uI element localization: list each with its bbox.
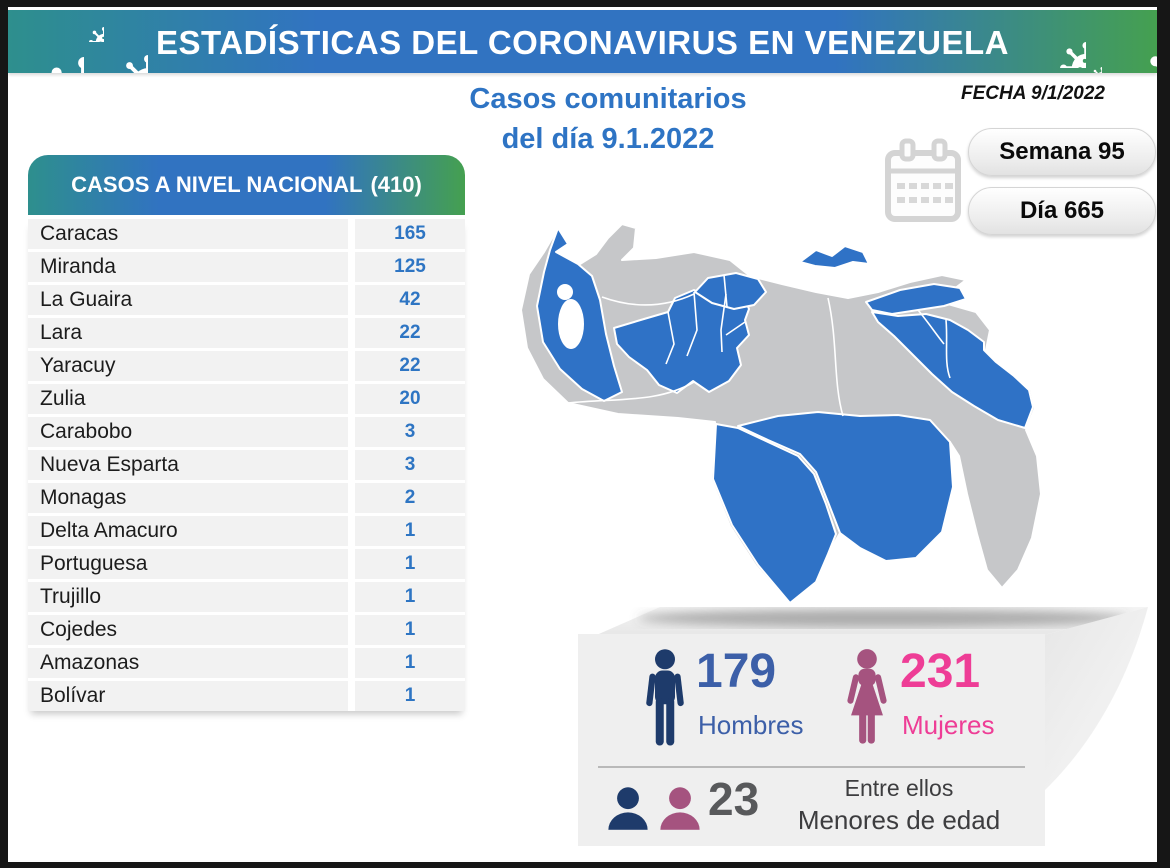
day-badge: Día 665 [968,187,1156,235]
map-nueva-esparta [800,246,869,268]
state-name: Delta Amacuro [28,516,348,546]
week-badge: Semana 95 [968,128,1156,176]
state-name: Nueva Esparta [28,450,348,480]
table-row [28,549,465,579]
stats-panel [578,634,1045,846]
minors-line1: Entre ellos [844,775,954,801]
state-cases: 1 [355,648,465,678]
map-lake-maracaibo [558,299,584,349]
table-header-total: (410) [370,172,422,197]
state-name: Zulia [28,384,348,414]
state-name: Carabobo [28,417,348,447]
cases-table [28,155,465,714]
state-cases: 1 [355,615,465,645]
state-cases: 1 [355,681,465,711]
minors-line2: Menores de edad [797,805,1001,835]
table-row [28,351,465,381]
table-row [28,483,465,513]
state-cases: 22 [355,318,465,348]
table-row [28,681,465,711]
table-row [28,450,465,480]
table-row [28,516,465,546]
state-name: Portuguesa [28,549,348,579]
subtitle-line2: del día 9.1.2022 [501,123,715,155]
venezuela-map [498,202,1043,617]
table-row [28,582,465,612]
panel-divider [598,766,1025,768]
table-rows [28,219,465,711]
table-row [28,318,465,348]
women-count: 231 [900,645,981,698]
table-row [28,285,465,315]
table-header [28,155,465,215]
state-name: Bolívar [28,681,348,711]
infographic-page [8,7,1157,862]
state-cases: 165 [355,219,465,249]
table-row [28,615,465,645]
table-row [28,417,465,447]
table-row [28,252,465,282]
table-row [28,384,465,414]
state-cases: 1 [355,516,465,546]
state-cases: 125 [355,252,465,282]
table-row [28,648,465,678]
state-cases: 2 [355,483,465,513]
state-name: La Guaira [28,285,348,315]
state-cases: 1 [355,582,465,612]
header-banner [8,10,1157,73]
state-name: Miranda [28,252,348,282]
woman-icon [840,646,894,748]
state-cases: 42 [355,285,465,315]
men-label: Hombres [698,710,804,740]
state-cases: 1 [355,549,465,579]
state-cases: 3 [355,417,465,447]
subtitle-line1: Casos comunitarios [469,83,747,115]
page-title: ESTADÍSTICAS DEL CORONAVIRUS EN VENEZUELA [156,24,1009,61]
state-name: Trujillo [28,582,348,612]
subtitle [428,79,788,159]
state-name: Yaracuy [28,351,348,381]
state-name: Cojedes [28,615,348,645]
minors-count: 23 [708,773,760,825]
state-cases: 22 [355,351,465,381]
state-name: Lara [28,318,348,348]
state-cases: 3 [355,450,465,480]
women-label: Mujeres [902,710,995,740]
minors-text [774,775,1024,836]
table-header-label: CASOS A NIVEL NACIONAL [71,172,363,197]
state-cases: 20 [355,384,465,414]
men-count: 179 [696,645,777,698]
state-name: Amazonas [28,648,348,678]
table-row [28,219,465,249]
state-name: Caracas [28,219,348,249]
man-icon [640,648,690,748]
date-label: FECHA 9/1/2022 [961,83,1105,104]
woman-bust-icon [656,786,704,830]
man-bust-icon [604,786,652,830]
state-name: Monagas [28,483,348,513]
